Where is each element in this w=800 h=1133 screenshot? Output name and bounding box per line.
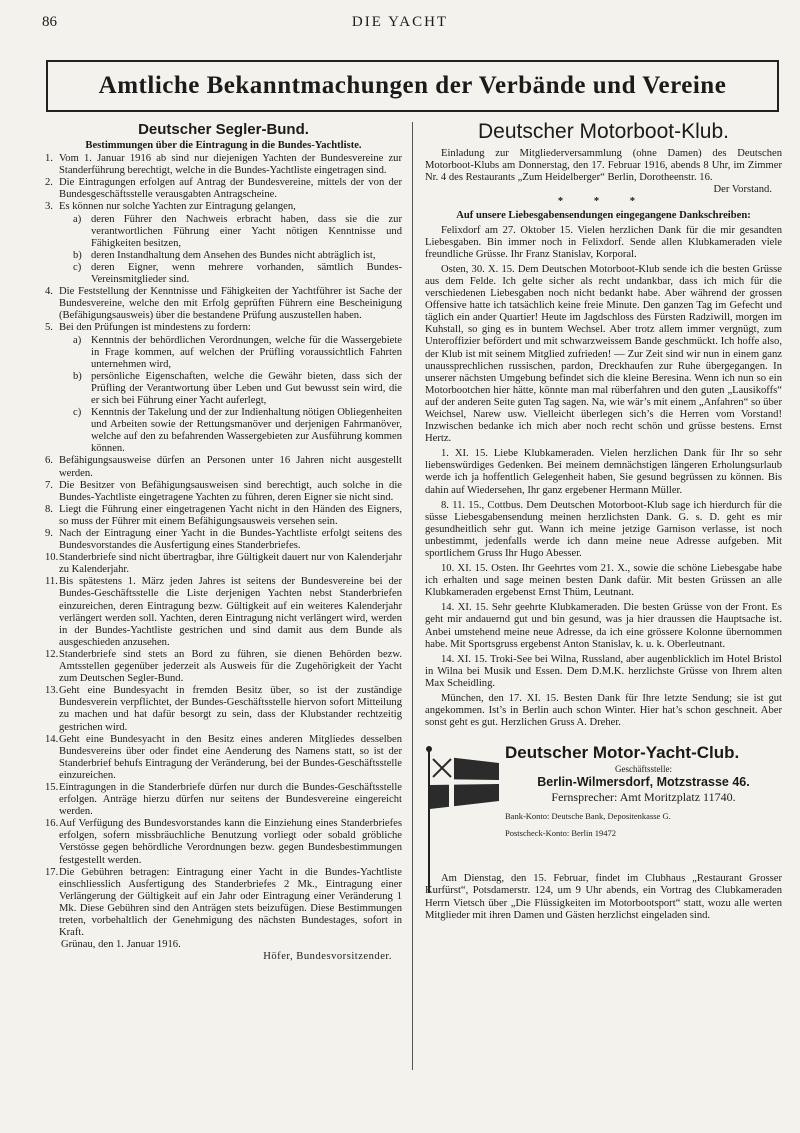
date-line: Grünau, den 1. Januar 1916. [61, 939, 181, 951]
thank-you-letter: Osten, 30. X. 15. Dem Deutschen Motorboot-Klub sende ich die besten Grüsse aus dem Felde. Ich gelte sicher als recht undankbar, dass ich mich für die verschiedenen Liebesgaben noch nicht bedankt habe. Aber während der grossen Offensive hatte ich tatsächlich keine freie Minute. Den ganzen Tag im Gefecht und täglich ein ander Quartier! Heute im Jagdschloss des Fürsten Radziwill, morgen im Kuhstall, so ging es in buntem Wechsel. Aber trotz allem immer vergnügt, zum Unteroffizier befördert und mit schwarzweissem Bande geschmückt. Ich hoffe also, der Klub ist mit seinem Mitglied zufrieden! — Zur Zeit sind wir nun in einem ganz unaussprechlichen russischen, pardon, Dreckhaufen zur Ruhe übergegangen. In unserer nächsten Umgebung befindet sich die kleine Beresina. Wenn ich nun so ein Motorbootchen hier hätte, könnte man mal rüberfahren und den guten „Lausikoffs“ auf der anderen Seite guten Tag sagen. Na, wie wär’s mit einem „Anfahren“ so über Weichsel, Narew usw. Vielleicht überlegen sich’s die Herren vom Vorstand! Inzwischen bedanke ich mich aber noch recht schön und grüsse bestens. Ernst Hertz. [425, 263, 782, 445]
banner-title: Amtliche Bekanntmachungen der Verbände und Vereine [98, 72, 727, 99]
subitem-letter: b) [73, 249, 82, 261]
item-text: Es können nur solche Yachten zur Eintragung gelangen, [59, 201, 296, 213]
regulation-item [45, 649, 402, 685]
letters-title: Auf unsere Liebesgabensendungen eingegangene Dankschreiben: [456, 210, 751, 222]
regulation-item [45, 576, 402, 649]
subitem-text: deren Eigner, wenn mehrere vorhanden, sämtlich Bundes-Vereinsmitglieder sind. [91, 261, 402, 286]
club-phone: Fernsprecher: Amt Moritzplatz 11740. [551, 790, 736, 805]
item-number: 6. [45, 455, 53, 467]
subitem-text: deren Instandhaltung dem Ansehen des Bundes nicht abträglich ist, [91, 249, 376, 261]
item-text: Standerbriefe sind nicht übertragbar, ihre Gültigkeit dauert nur von Kalenderjahr zu Kalenderjahr. [59, 552, 402, 576]
right-column [425, 120, 782, 925]
item-number: 7. [45, 479, 53, 491]
regulation-item [45, 552, 402, 576]
item-number: 2. [45, 177, 53, 189]
item-number: 4. [45, 286, 53, 298]
yacht-club-name: Deutscher Motor-Yacht-Club. [505, 743, 740, 763]
regulation-subitem [59, 407, 402, 455]
regulation-item [45, 201, 402, 286]
item-number: 12. [45, 648, 59, 660]
yacht-club-notice [425, 743, 782, 893]
subitem-text: Kenntnis der behördlichen Verordnungen, welche für die Wassergebiete in Frage kommen, auf welchen der Prüfling voraussichtlich Fahrten unternehmen wird, [91, 334, 402, 370]
bank-account: Bank-Konto: Deutsche Bank, Depositenkasse G. [505, 811, 671, 822]
segler-bund-title: Deutscher Segler-Bund. [138, 121, 309, 138]
item-number: 5. [45, 322, 53, 334]
club-lecture-notice: Am Dienstag, den 15. Februar, findet im Clubhaus „Restaurant Grosser Kurfürst“, Potsdamerstr. 124, um 9 Uhr abends, ein Vortrag des Clubkameraden Herrn Vietsch über „Die Flüssigkeiten im Motorbootsport“ statt, wozu alle werten Mitglieder mit ihren Damen und Gästen herzlichst eingeladen sind. [425, 873, 782, 921]
item-text: Geht eine Bundesyacht in den Besitz eines anderen Mitgliedes desselben Bundesvereins über oder findet eine Aenderung des Namens statt, so ist der Standerbrief behufs Eintragung der Veränderung, bei der Bundes-Geschäftsstelle einzureichen. [59, 733, 402, 781]
regulation-item [45, 818, 402, 866]
regulation-item [45, 322, 402, 455]
regulations-list [45, 153, 402, 939]
item-number: 3. [45, 201, 53, 213]
item-number: 15. [45, 781, 59, 793]
column-divider [412, 122, 413, 1070]
club-flag-icon [425, 743, 505, 893]
postscheck-account: Postscheck-Konto: Berlin 19472 [505, 828, 616, 839]
regulation-subitem [59, 214, 402, 250]
segler-bund-subtitle: Bestimmungen über die Eintragung in die Bundes-Yachtliste. [85, 140, 362, 151]
thank-you-letter: 10. XI. 15. Osten. Ihr Geehrtes vom 21. X., sowie die schöne Liebesgabe habe ich erhalten und sage meinen besten Dank dafür. Mit besten Grüssen an alle Klubkameraden ergebenst Ernst Thüm, Leutnant. [425, 563, 782, 599]
regulation-subitem [59, 250, 402, 262]
subitem-letter: c) [73, 261, 82, 273]
thank-you-letter: 14. XI. 15. Sehr geehrte Klubkameraden. Die besten Grüsse von der Front. Es geht mir andauernd gut und bin gesund, was ja hier draussen die Hauptsache ist. Anbei umstehend meine neue Adresse, da ich eine grössere Kolonne übernommen habe. Mit Sportsgruss ergebenst Anton Stanislav, k. u. k. Oberleutnant. [425, 602, 782, 650]
regulation-item [45, 153, 402, 177]
regulation-item [45, 286, 402, 322]
item-text: Die Eintragungen erfolgen auf Antrag der Bundesvereine, mittels der von der Bundesgeschäftsstelle verausgabten Antragscheine. [59, 177, 402, 201]
subitem-letter: a) [73, 334, 82, 346]
item-text: Liegt die Führung einer eingetragenen Yacht nicht in den Händen des Eigners, so muss der Führer mit einem Befähigungsausweis versehen sein. [59, 503, 402, 527]
page-number: 86 [42, 14, 57, 30]
item-text: Bis spätestens 1. März jeden Jahres ist seitens der Bundesvereine bei der Bundes-Geschäftsstelle die Liste derjenigen Yachten nebst Standerbriefen einzureichen, deren Eintragung bezw. Gültigkeit auf ein weiteres Kalenderjahr verlängert werden soll. Yachten, deren Eintragung nicht verlängert wird, werden in der Bundes-Yachtliste gestrichen und sind damit aus dem Bunde als ausgeschieden anzusehen. [59, 576, 402, 648]
subitem-text: deren Führer den Nachweis erbracht haben, dass sie die zur verantwortlichen Führung einer Yacht nötigen Kenntnisse und Fähigkeiten besitzen, [91, 213, 402, 249]
item-number: 8. [45, 503, 53, 515]
regulation-item [45, 685, 402, 733]
letters-list [425, 225, 782, 730]
regulation-item [45, 528, 402, 552]
thank-you-letter: München, den 17. XI. 15. Besten Dank für Ihre letzte Sendung; sie ist gut angekommen. Ist’s in Berlin auch schon Winter. Hier hat’s schon geschneit. Aber sonst geht es gut. Herzlichen Gruss A. Dreher. [425, 693, 782, 729]
thank-you-letter: 8. 11. 15., Cottbus. Dem Deutschen Motorboot-Klub sage ich hierdurch für die süsse Liebesgabensendung meinen herzlichsten Dank. G. s. D. geht es mir gesundheitlich sehr gut. Wann ich meine jetzige Garnison verlasse, ist noch unbestimmt, jedenfalls werde ich dann meine neue Adresse aufgeben. Mit sportlichem Gruss Ihr Hugo Abesser. [425, 499, 782, 559]
regulation-subitem [59, 335, 402, 371]
invitation-text: Einladung zur Mitgliederversammlung (ohne Damen) des Deutschen Motorboot-Klubs am Donnerstag, den 17. Februar 1916, abends 8 Uhr, im Zimmer Nr. 4 des Restaurants „Zum Heidelberger“ Berlin, Dorotheenstr. 16. [425, 148, 782, 184]
item-number: 9. [45, 528, 53, 539]
club-address: Berlin-Wilmersdorf, Motzstrasse 46. [537, 775, 750, 790]
regulation-item [45, 734, 402, 782]
regulation-subitem [59, 371, 402, 407]
subitem-text: persönliche Eigenschaften, welche die Gewähr bieten, dass sich der Prüfling der Verantwortung über Leben und Gut bewusst sein wird, die er sich bei Führung einer Yacht auferlegt, [91, 370, 402, 406]
left-column [45, 120, 402, 963]
subitem-letter: b) [73, 370, 82, 382]
item-number: 13. [45, 685, 59, 697]
item-number: 1. [45, 153, 53, 165]
regulation-item [45, 504, 402, 528]
item-number: 10. [45, 552, 59, 564]
announcements-banner [46, 60, 779, 112]
item-text: Befähigungsausweise dürfen an Personen unter 16 Jahren nicht ausgestellt werden. [59, 455, 402, 479]
thank-you-letter: 1. XI. 15. Liebe Klubkameraden. Vielen herzlichen Dank für Ihr so sehr liebenswürdiges Gedenken. Bei meinem demnächstigen längeren Erholungsurlaub werde ich ja hoffentlich Gelegenheit haben, Sie gesund begrüssen zu können. Bis dahin auf Wiedersehen, Ihr ganz ergebener Hermann Müller. [425, 448, 782, 496]
regulation-subitem [59, 262, 402, 286]
subitem-text: Kenntnis der Takelung und der zur Indienhaltung nötigen Obliegenheiten und Arbeiten sowie der Rettungsmanöver und derjenigen Fahrmanöver, welche auf den zu befahrenden Wassergebieten zur Ausführung kommen können. [91, 407, 402, 455]
item-number: 11. [45, 576, 58, 588]
item-text: Nach der Eintragung einer Yacht in die Bundes-Yachtliste erfolgt seitens des Bundesvorstandes die Ausfertigung eines Standerbriefes. [59, 528, 402, 552]
motorboot-title: Deutscher Motorboot-Klub. [478, 120, 729, 143]
signature: Höfer, Bundesvorsitzender. [263, 951, 392, 963]
subitem-letter: c) [73, 407, 82, 419]
item-text: Die Feststellung der Kenntnisse und Fähigkeiten der Yachtführer ist Sache der Bundesvereine, welche den mit Erfolg geprüften Führern eine Bescheinigung (Befähigungsausweis) über die bestandene Prüfung auszustellen haben. [59, 286, 402, 322]
regulation-item [45, 177, 402, 201]
regulation-item [45, 480, 402, 504]
thank-you-letter: Felixdorf am 27. Oktober 15. Vielen herzlichen Dank für die mir gesandten Liebesgaben. Bin immer noch in Felixdorf. Sende allen Klubkameraden viele freundliche Grüsse. Ihr Franz Stanislav, Korporal. [425, 224, 782, 260]
item-text: Vom 1. Januar 1916 ab sind nur diejenigen Yachten der Bundesvereine zur Standerführung berechtigt, welche in die Bundes-Yachtliste eingetragen sind. [59, 153, 402, 177]
separator-stars: * * * [557, 196, 650, 208]
item-text: Eintragungen in die Standerbriefe dürfen nur durch die Bundes-Geschäftsstelle erfolgen. Anträge hierzu dürfen nur seitens der Bundesvereine eingereicht werden. [59, 781, 402, 818]
item-text: Geht eine Bundesyacht in fremden Besitz über, so ist der zuständige Bundesverein verpflichtet, der Bundes-Geschäftsstelle hiervon sofort Mitteilung zu machen und hat dafür besorgt zu sein, dass der Klubstander rechtzeitig gestrichen wird. [59, 685, 402, 733]
subitem-letter: a) [73, 213, 82, 225]
item-number: 16. [45, 818, 59, 830]
regulation-item [45, 782, 402, 818]
item-number: 14. [45, 733, 59, 745]
item-text: Auf Verfügung des Bundesvorstandes kann die Einziehung eines Standerbriefes erfolgen, sofern missbräuchliche Benutzung vorliegt oder sobald gröbliche Verstösse gegen behördliche Verordnungen bezw. gegen Bundesbestimmungen festgestellt werden. [59, 818, 402, 866]
item-text: Standerbriefe sind stets an Bord zu führen, sie dienen Behörden bezw. Amtsstellen gegenüber jederzeit als Ausweis für die Zugehörigkeit der Yacht zum Deutschen Segler-Bund. [59, 648, 402, 685]
office-label: Geschäftsstelle: [615, 764, 672, 775]
invitation-signature: Der Vorstand. [713, 184, 772, 196]
item-text: Bei den Prüfungen ist mindestens zu fordern: [59, 322, 251, 334]
item-text: Die Besitzer von Befähigungsausweisen sind berechtigt, auch solche in die Bundes-Yachtliste eingetragene Yachten zu führen, deren Eigner sie nicht sind. [59, 479, 402, 503]
running-head: DIE YACHT [351, 14, 449, 30]
item-text: Die Gebühren betragen: Eintragung einer Yacht in die Bundes-Yachtliste einschliesslich Ausfertigung des Standerbriefes 2 Mk., Eintragung einer Verlängerung der Gültigkeit auf ein Jahr oder Eintragung einer Veränderung 1 Mk. Diese Gebühren sind den Anträgen stets beizufügen. Diese Bestimmungen treten, vorbehaltlich der Genehmigung des nächsten Bundestages, sofort in Kraft. [59, 866, 402, 939]
item-number: 17. [45, 866, 59, 878]
regulation-item [45, 867, 402, 940]
regulation-item [45, 455, 402, 479]
thank-you-letter: 14. XI. 15. Troki-See bei Wilna, Russland, aber augenblicklich im Hotel Bristol in Wilna bei Musik und Essen. Dem D.M.K. herzlichste Grüsse von Ihrem alten Max Scheidling. [425, 653, 782, 689]
